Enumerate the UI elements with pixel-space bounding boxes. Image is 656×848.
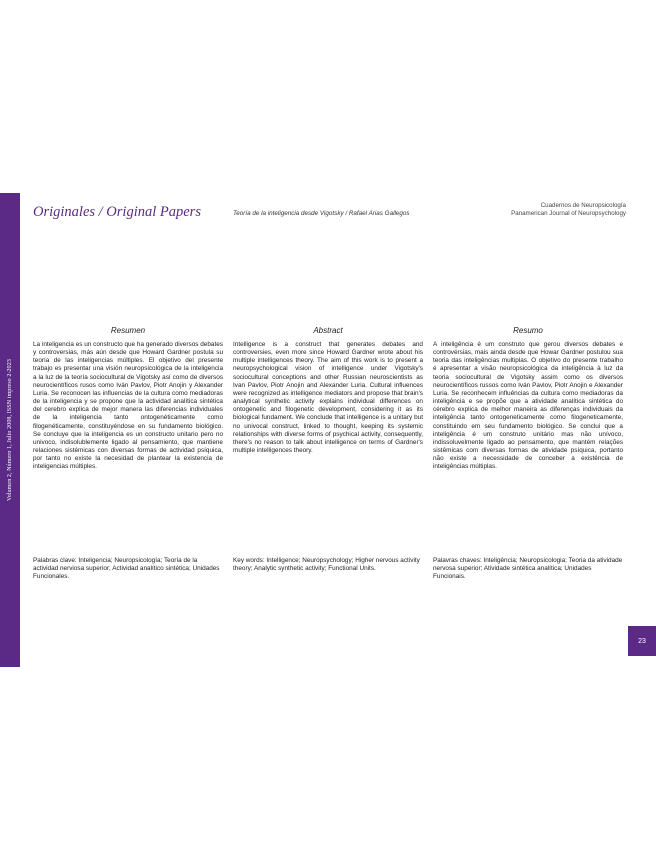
- journal-name-english: Panamerican Journal of Neuropsychology: [511, 210, 626, 218]
- section-title: Originales / Original Papers: [33, 204, 201, 220]
- abstract-heading: Resumo: [513, 326, 543, 335]
- abstract-heading: Resumen: [110, 326, 146, 335]
- page-number: 23: [628, 626, 656, 656]
- abstract-text: A inteligência é um construto que gerou diversos debates e controvérsias, mais ainda desde que Howar Gardner postulou sua teoria das inteligências multiplas. O objetivo do presente trabalho é apresentar a visão neuropsicológica da inteligência à luz da teoria sociocultural de Vigotsky assim como os diversos neurocientíficos russos como Iván Pavlov, Piotr Anojin e Alexander Luria. Se reconhecem influências da cultura como mediadoras da inteligência e se propõe que a atividade analítica sintética do cérebro explica de melhor maneira as diferenças individuais da inteligência tanto ontogeneticamente como filogeneticamente, constituindo em seu fundamento biológico. Se conclui que a inteligência é um construto unitário mas não unívoco, indissoluvelmente ligado ao pensamento, que mantém relações sistêmicas com diversas formas de atividade psíquica, portanto não existe a necessidade de conceber a existência de inteligências múltiplas.: [433, 341, 623, 471]
- abstract-english: [233, 326, 423, 455]
- abstract-portuguese: [433, 326, 623, 472]
- abstract-heading: Abstract: [313, 326, 343, 335]
- journal-header: [511, 202, 626, 218]
- keywords-spanish: Palabras clave: Inteligencia; Neuropsicología; Teoría de la actividad nerviosa superior; Actividad analítico sintética; Unidades Funcionales.: [33, 557, 220, 581]
- keywords-english: Key words: Intelligence; Neuropsychology; Higher nervous activity theory; Analytic synthetic activity; Functional Units.: [233, 557, 420, 573]
- keywords-portuguese: Palavras chaves: Inteligência; Neuropsicologia; Teoria da atividade nervosa superior; Atividade sintética analítica; Unidades Funcionais.: [433, 557, 623, 581]
- abstract-text: La inteligencia es un constructo que ha generado diversos debates y controversias, más aún desde que Howard Gardner postula su teoría de las inteligencias múltiples. El objetivo del presente trabajo es presentar una visión neuropsicológica de la inteligencia a la luz de la teoría sociocultural de Vigotsky así como de diversos neurocientíficos rusos como Iván Pavlov, Piotr Anojin y Alexander Luria. Se reconocen las influencias de la cultura como mediadoras de la inteligencia y se propone que la actividad analítica sintética del cerebro explica de mejor manera las diferencias individuales de la inteligencia tanto ontogenéticamente como filogenéticamente, constituyéndose en su fundamento biológico. Se concluye que la inteligencia es un constructo unitario pero no univoco, indisolublemente ligado al pensamiento, que mantiene relaciones sistémicas con diversas formas de actividad psíquica, por tanto no existe la necesidad de plantear la existencia de inteligencias múltiples.: [33, 341, 223, 471]
- abstract-text: Intelligence is a construct that generates debates and controversies, even more since Howard Gardner wrote about his multiple intelligences theory. The aim of this work is to present a neuropsychological vision of intelligence under Vigotsky's sociocultural conceptions and other Russian neuroscientists as Ivan Pavlov, Piotr Anojin and Alexander Luria. Cultural influences were recognized as intelligence mediators and propose that brain's analytical synthetic activity explains individual differences on ontogenetic and filogenetic development, considering it as its biological fundament. We conclude that intelligence is a unitary but no univocal construct, linked to thought, keeping its systemic relationships with diverse forms of psychical activity, consequently, there's no reason to talk about intelligence on terms of Gardner's multiple intelligences theory.: [233, 341, 423, 455]
- journal-name: Cuadernos de Neuropsicología: [540, 202, 626, 209]
- volume-issue-label: Volumen 2, Número 1, Julio 2008, ISSN impreso 2-2023: [7, 359, 13, 501]
- abstract-spanish: [33, 326, 223, 472]
- running-title: Teoría de la inteligencia desde Vigotsky / Rafael Arias Gallegos: [233, 210, 410, 217]
